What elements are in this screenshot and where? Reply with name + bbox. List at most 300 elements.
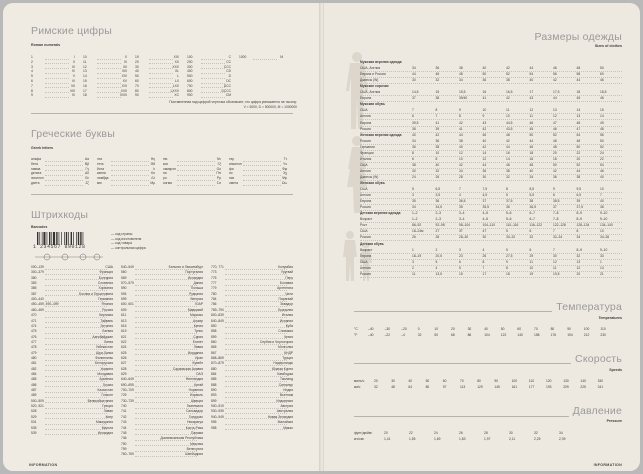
term-cell: 40 [135,69,139,74]
term-cell: 770, 771 [211,265,224,269]
size-value: 42 [482,126,487,131]
dotted-leader [225,424,287,425]
size-value: 16 [482,90,487,95]
size-value: 3–4 [459,217,465,222]
size-row-label: Джинсы (W) [360,174,379,179]
dotted-leader [201,92,225,93]
value-cell: Болгария [98,275,113,280]
term-cell: 489 [31,393,37,398]
value-cell: Исландия [187,275,203,280]
size-value: 5 [506,193,508,198]
size-value: 28 [435,235,440,240]
row-divider [360,277,622,278]
term-cell: 4 [31,69,33,74]
barcode-legend [111,232,146,250]
size-row-label: США, Англия [360,66,381,71]
value-cell: LX [174,79,179,83]
term-cell: мю [97,181,102,185]
dotted-leader [149,97,173,98]
size-row-label: Женская верхняя одежда [360,132,402,137]
size-value: 33 [600,253,604,258]
dotted-leader [135,392,197,393]
bottom-value: 32 [374,385,378,389]
value-cell: LXXX [170,88,179,93]
size-value: 2 [435,247,438,252]
size-value: 30 [412,78,416,83]
value-cell: VIII [70,88,75,93]
value-cell: Ρρ [216,176,221,181]
top-value: 24 [434,431,438,435]
dotted-leader [225,269,287,270]
bottom-value: 97 [442,385,447,389]
size-value: 17,5 [553,90,560,95]
top-value: 20 [374,379,378,383]
term-cell: 622 [121,339,127,344]
row-divider [360,198,622,199]
clothing-sizes-table [360,60,622,290]
size-value: 50 [600,138,604,143]
value-cell: Монголия [278,345,293,350]
dotted-leader [97,97,121,98]
dotted-leader [135,301,197,302]
top-value: 90 [567,327,571,331]
dotted-leader [225,317,287,318]
size-value: 30 [412,168,416,173]
value-cell: D [228,74,231,79]
size-value: 34 [459,78,463,83]
value-cell: Южная Корея [271,366,293,371]
value-cell: ЮАР [195,302,203,307]
size-value: 34–36 [600,235,610,240]
value-cell: Сербия и Черногория [259,339,293,344]
value-cell: Доминиканская Республика [160,436,203,441]
size-value: 47 [553,120,557,125]
size-value: 46 [529,144,534,149]
size-value: 12 [529,108,534,113]
value-cell: Δδ [84,171,89,176]
dotted-leader [97,83,121,84]
size-value: 46 [600,78,604,83]
dotted-leader [135,413,197,414]
dotted-leader [201,68,225,69]
size-value: 48 [459,72,463,77]
dotted-leader [45,165,83,166]
dotted-leader [135,360,197,361]
size-value: 36,5 [459,199,466,204]
value-cell: Колумбия [278,265,293,269]
bottom-value: 68 [451,333,455,337]
value-cell: XXX [172,64,179,69]
term-cell: 599 [121,297,127,302]
dotted-leader [135,354,197,355]
dotted-leader [135,311,197,312]
size-row-label: Возраст [360,247,373,252]
size-value: 36 [435,199,440,204]
term-cell: омега [229,181,238,185]
dotted-leader [45,402,107,403]
term-cell: 626 [121,355,127,360]
size-row-label: Англия [360,114,371,119]
size-value: 52 [506,72,510,77]
term-cell: 90 [135,93,139,98]
term-cell: тета [97,161,104,166]
dotted-leader [177,161,215,162]
size-value: 3,5 [435,193,441,198]
size-value: 32 [435,78,440,83]
size-value: 40 [600,199,604,204]
row-divider [360,180,622,181]
size-value: 39,5 [412,120,419,125]
size-value: 34 [412,205,416,210]
dotted-leader [45,322,107,323]
size-value: 12 [553,114,557,119]
term-cell: 619 [121,329,127,334]
top-value: 20 [384,431,388,435]
bottom-value: 104 [484,333,490,337]
value-cell: Италия [281,313,293,318]
size-value: 12 [553,259,557,264]
dotted-leader [45,92,69,93]
bottom-value: 80 [425,385,430,389]
bottom-value: 1,83 [459,437,466,441]
size-value: 20 [553,150,557,155]
value-cell: Φφ [282,166,287,171]
value-cell: Υυ [282,161,287,166]
dotted-leader [45,78,69,79]
term-cell: 625 [121,350,127,355]
value-cell: Узбекистан [95,345,113,350]
size-value: 36 [482,168,487,173]
value-cell: XV [122,79,127,83]
dotted-leader [135,381,197,382]
size-value: 44,5 [506,120,513,125]
term-cell: 865 [211,345,217,350]
top-value: 32 [534,431,538,435]
bottom-value: 177 [528,385,535,389]
size-value: 44 [459,132,463,137]
value-cell: IV [71,69,75,74]
size-value: 36 [482,78,487,83]
size-value: 11 [553,265,557,270]
size-value: 30 [482,235,487,240]
size-value: 12 [576,265,581,270]
value-cell: Парагвай [278,297,293,302]
size-value: 56 [553,72,557,77]
value-cell: CD [226,69,231,74]
term-cell: дельта [31,171,42,176]
bottom-value: 86 [467,333,472,337]
size-value: 48 [576,66,581,71]
size-value: 6 [459,259,461,264]
dotted-leader [201,59,225,60]
value-cell: Νν [216,157,221,161]
size-value: 15 [459,271,463,276]
size-value: 12 [459,150,463,155]
term-cell: 955 [211,420,217,425]
size-value: 34 [412,66,416,71]
speed-title: Скорость [571,353,622,365]
value-cell: Нидерланды [273,361,293,366]
value-cell: Индия [283,388,293,393]
term-cell: 460–469 [31,307,44,312]
row-divider [360,119,622,120]
value-cell: Гватемала [186,404,203,409]
size-value: 32 [506,174,510,179]
value-cell: XX [174,59,179,64]
term-cell: 789–790 [211,307,224,312]
top-value: 50 [500,327,505,331]
dotted-leader [97,59,121,60]
size-value: 6–7 [529,217,536,222]
term-cell: пси [229,176,235,181]
size-value: 44 [412,72,416,77]
size-value: 32 [435,168,440,173]
row-divider [360,192,622,193]
value-cell: Куба [285,323,293,328]
term-cell: 773 [211,270,217,275]
term-cell: 540–549 [121,265,134,269]
value-cell: Иран [195,355,203,360]
dotted-leader [225,274,287,275]
size-value: 44 [506,144,510,149]
value-cell: Ωω [281,181,287,185]
term-cell: 100 [187,55,193,59]
row-divider [360,174,622,175]
value-cell: Гонконг [101,393,113,398]
bottom-value: 129 [477,385,483,389]
size-value: 10 [529,265,534,270]
size-value: 13 [576,114,581,119]
size-value: 13,5 [435,271,442,276]
top-value: 60 [517,327,522,331]
size-value: 37 [412,96,416,101]
value-cell: Франция [99,270,113,275]
value-cell: США [105,265,113,269]
size-value: 17 [482,271,487,276]
size-value: 122–128 [553,223,566,228]
term-cell: 482 [31,366,37,371]
term-cell: 743 [121,420,127,425]
term-cell: 80 [135,88,139,93]
dotted-leader [45,59,69,60]
size-value: 4–5 [482,211,489,216]
row-divider [360,259,622,260]
size-value: 48 [553,144,557,149]
bottom-value: 158 [534,333,540,337]
size-value: 40 [482,138,487,143]
term-cell: 800–839 [211,313,224,318]
size-value: 3 [412,193,414,198]
term-cell: 486 [31,382,37,387]
size-value: 48 [576,138,581,143]
size-row-label: Россия [360,235,371,240]
term-cell: кси [163,161,168,166]
term-cell: 616 [121,323,127,328]
value-cell: CC [226,59,231,64]
dotted-leader [135,338,197,339]
bottom-value: 161 [511,385,518,389]
value-cell: Казахстан [97,388,113,393]
dotted-leader [45,68,69,69]
value-cell: Λλ [151,176,155,181]
dotted-leader [45,338,107,339]
top-value: 0 [417,327,420,331]
size-row-label: Джинсы (W) [360,78,379,83]
size-value: 7–8 [553,211,559,216]
bottom-value: 193 [546,385,552,389]
size-value: 39 [435,126,440,131]
section-divider [31,194,293,195]
size-value: 18–24м [412,229,424,234]
value-cell: Австрия [280,404,293,409]
top-value: –20 [401,327,407,331]
size-value: 46 [600,168,604,173]
bottom-value: 145 [494,385,500,389]
value-cell: I [74,55,75,59]
size-value: 10 [600,229,604,234]
term-cell: 958 [211,425,217,430]
term-cell: 786 [211,302,217,307]
term-cell: 12 [83,64,87,69]
size-value: 38 [576,174,581,179]
size-value: 6 [553,193,555,198]
size-value: 40 [529,78,534,83]
value-cell: Бразилия [278,307,293,312]
dotted-leader [243,170,281,171]
dotted-leader [45,408,107,409]
top-value: 26 [459,431,463,435]
value-cell: DCCC [221,88,231,93]
row-divider [360,168,622,169]
value-cell: III [72,64,75,69]
term-cell: 400–440 [31,297,44,302]
size-value: 110–116 [506,223,519,228]
size-value: 18,5 [600,90,607,95]
size-value: 38 [412,126,416,131]
legend-product: — код товара [111,241,132,246]
size-value: 30 [553,253,557,258]
dotted-leader [225,381,287,382]
row-divider [360,101,622,102]
size-value: 8 [435,108,438,113]
term-cell: альфа [31,157,42,161]
term-cell: бета [31,161,38,166]
size-value: 38 [435,144,440,149]
bottom-value: 48 [391,385,395,389]
value-cell: DC [226,79,231,83]
size-value: 41 [482,96,487,101]
size-value: 46 [529,120,534,125]
size-value: 38 [506,168,510,173]
size-value: 34 [576,235,581,240]
dotted-leader [45,392,107,393]
size-value: 6,5 [576,193,582,198]
size-value: 41 [435,120,440,125]
top-value: 140 [580,379,586,383]
dotted-leader [201,73,225,74]
dotted-leader [45,185,83,186]
value-cell: Γγ [85,166,89,171]
term-cell: 500 [187,74,193,79]
value-cell: Великобритания [87,398,113,403]
term-cell: гамма [31,166,41,171]
value-cell: Новая Зеландия [267,414,293,419]
term-cell: 475 [31,329,37,334]
value-cell: Маврикий [187,307,203,312]
row-divider [360,271,622,272]
dotted-leader [243,175,281,176]
size-row-label: Россия [360,138,371,143]
dotted-leader [135,285,197,286]
bottom-value: 113 [460,385,466,389]
term-cell: 1 [31,55,33,59]
term-cell: 200 [187,59,193,64]
size-value: 35,5 [482,205,489,210]
size-value: 5 [506,247,508,252]
size-value: 24 [412,174,416,179]
dotted-leader [225,429,287,430]
top-value: 34 [559,431,563,435]
value-cell: Малайзия [277,420,293,425]
value-cell: Ψψ [281,176,287,181]
size-value: 3 [459,247,461,252]
term-cell: 890 [211,388,217,393]
term-cell: 16 [83,83,87,88]
size-value: 42 [506,66,510,71]
greek-subtitle: Greek letters [31,146,53,150]
bottom-value: 2,11 [509,437,516,441]
term-cell: 500–509 [31,398,44,403]
term-cell: 611 [121,313,127,318]
size-value: 44 [576,168,581,173]
top-value: 100 [511,379,518,383]
size-value: 40 [412,132,416,137]
size-value: 40 [600,174,604,179]
value-cell: Армения [99,377,113,382]
value-cell: Греция [102,404,113,409]
value-cell: L [177,74,179,79]
value-cell: Венгрия [190,297,203,302]
size-value: 3 [412,259,414,264]
term-cell: 18 [83,93,87,98]
size-row-label: Детская верхняя одежда [360,211,401,216]
value-cell: Венесуэла [186,446,203,451]
temperature-title: Температура [552,301,622,313]
size-value: 9 [459,108,461,113]
value-cell: XVIII [119,93,127,98]
size-row-label: Россия [360,271,371,276]
size-value: 38 [600,205,604,210]
size-value: 7 [412,108,414,113]
size-value: 10 [482,108,487,113]
dotted-leader [225,376,287,377]
size-value: 5 [459,265,461,270]
dotted-leader [177,175,215,176]
term-cell: 624 [121,345,127,350]
term-cell: 900 [187,93,193,98]
term-cell: 594 [121,291,127,296]
size-value: 4T [482,229,487,234]
size-value: 44 [482,162,487,167]
size-value: 21 [600,271,604,276]
size-value: 8–9 [576,247,583,252]
bottom-value: 209 [563,385,569,389]
value-cell: Эстония [100,323,113,328]
dotted-leader [45,161,83,162]
size-value: 39/40 [459,96,468,101]
dotted-leader [45,274,107,275]
dotted-leader [45,311,107,312]
